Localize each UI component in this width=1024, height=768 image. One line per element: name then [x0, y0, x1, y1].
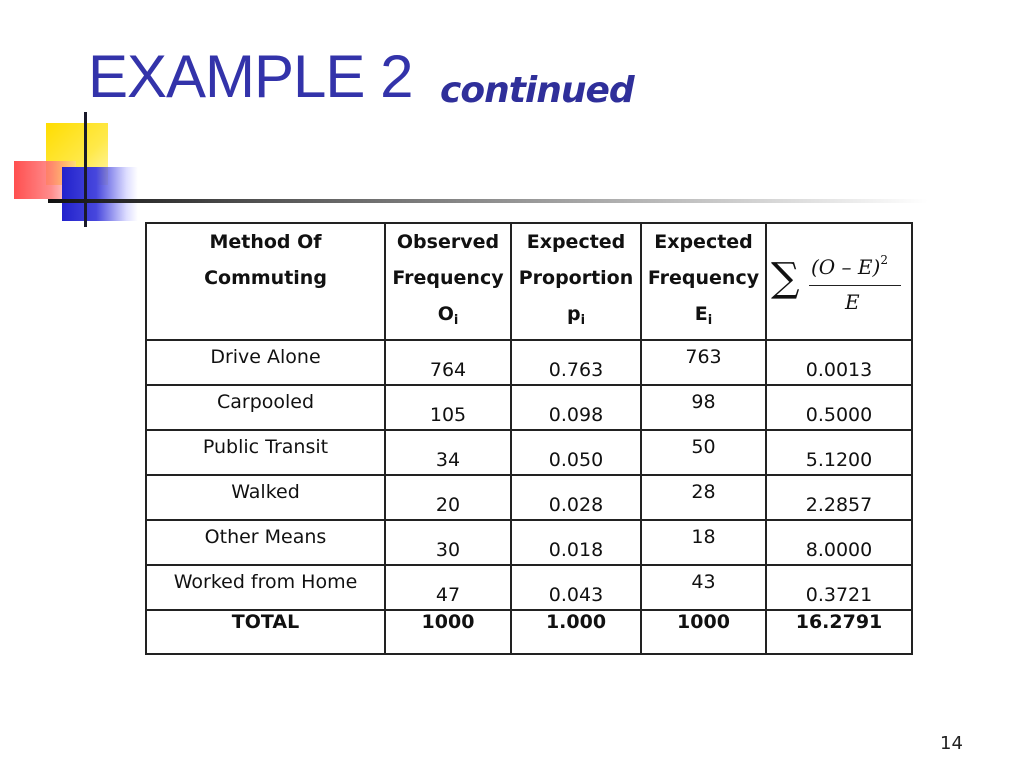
cell-observed	[385, 385, 511, 430]
cell-method	[146, 340, 385, 385]
cell-chi	[766, 475, 912, 520]
table-row	[146, 430, 912, 475]
cell-proportion	[511, 430, 641, 475]
cell-chi-value: 8.0000	[805, 539, 873, 561]
table-row	[146, 475, 912, 520]
cell-method-value: Drive Alone	[210, 346, 321, 368]
total-chi: 16.2791	[766, 610, 912, 654]
table-row	[146, 340, 912, 385]
cell-expected-value: 50	[691, 436, 716, 458]
cell-observed-value: 30	[435, 539, 461, 561]
page-number: 14	[940, 733, 963, 754]
cell-method-value: Public Transit	[202, 436, 329, 458]
cell-method-value: Worked from Home	[173, 571, 358, 593]
cell-expected	[641, 385, 766, 430]
cell-observed	[385, 430, 511, 475]
cell-chi	[766, 565, 912, 610]
cell-chi-value: 2.2857	[805, 494, 873, 516]
chi-square-table	[145, 222, 913, 655]
cell-proportion-value: 0.098	[548, 404, 604, 426]
cell-chi-value: 0.0013	[805, 359, 873, 381]
total-proportion: 1.000	[511, 610, 641, 654]
header-observed	[385, 223, 511, 340]
logo-vertical-line	[84, 112, 87, 227]
cell-observed	[385, 565, 511, 610]
cell-proportion-value: 0.050	[548, 449, 604, 471]
cell-expected-value: 98	[691, 391, 716, 413]
cell-observed	[385, 475, 511, 520]
cell-expected	[641, 430, 766, 475]
cell-chi-value: 0.5000	[805, 404, 873, 426]
cell-expected	[641, 340, 766, 385]
cell-expected	[641, 475, 766, 520]
cell-proportion	[511, 520, 641, 565]
cell-proportion-value: 0.028	[548, 494, 604, 516]
cell-method	[146, 565, 385, 610]
header-text: Expected	[526, 231, 626, 253]
cell-proportion	[511, 340, 641, 385]
header-expected	[641, 223, 766, 340]
cell-expected-value: 18	[691, 526, 716, 548]
cell-expected-value: 28	[691, 481, 716, 503]
total-label: TOTAL	[146, 610, 385, 654]
cell-proportion	[511, 385, 641, 430]
header-text: Frequency	[647, 267, 760, 289]
header-symbol: $E_i$	[694, 303, 713, 328]
formula-denominator: E	[845, 290, 860, 314]
cell-proportion-value: 0.043	[548, 584, 604, 606]
cell-method	[146, 385, 385, 430]
header-text: Proportion	[518, 267, 634, 289]
cell-observed-value: 20	[435, 494, 461, 516]
cell-expected	[641, 565, 766, 610]
cell-method-value: Other Means	[204, 526, 327, 548]
cell-proportion-value: 0.018	[548, 539, 604, 561]
cell-expected	[641, 520, 766, 565]
header-symbol: $O_i$	[437, 303, 459, 328]
cell-expected-value: 43	[691, 571, 716, 593]
header-method	[146, 223, 385, 340]
cell-proportion	[511, 565, 641, 610]
cell-chi	[766, 520, 912, 565]
cell-method	[146, 475, 385, 520]
table-row	[146, 565, 912, 610]
cell-observed	[385, 520, 511, 565]
table-body	[146, 340, 912, 610]
cell-chi-value: 5.1200	[805, 449, 873, 471]
slide-subtitle: continued	[440, 70, 634, 111]
cell-observed-value: 47	[435, 584, 461, 606]
cell-observed	[385, 340, 511, 385]
sigma-symbol: ∑	[771, 255, 800, 301]
cell-method-value: Carpooled	[216, 391, 315, 413]
cell-observed-value: 34	[435, 449, 461, 471]
cell-expected-value: 763	[685, 346, 722, 368]
total-observed: 1000	[385, 610, 511, 654]
header-text: Observed	[396, 231, 500, 253]
header-text: Frequency	[392, 267, 504, 289]
table-row	[146, 520, 912, 565]
fraction-bar	[809, 285, 901, 286]
cell-proportion-value: 0.763	[548, 359, 604, 381]
header-proportion	[511, 223, 641, 340]
logo-blue-block	[62, 167, 138, 221]
slide-title: EXAMPLE 2	[88, 43, 413, 110]
cell-chi	[766, 340, 912, 385]
header-text: Method Of	[209, 231, 322, 253]
cell-chi	[766, 385, 912, 430]
cell-chi-value: 0.3721	[805, 584, 873, 606]
chi-square-formula	[767, 224, 911, 334]
table-total-row	[146, 610, 912, 654]
table-row	[146, 385, 912, 430]
header-formula	[766, 223, 912, 340]
total-expected: 1000	[641, 610, 766, 654]
header-text: Expected	[654, 231, 753, 253]
header-symbol: $p_i$	[566, 303, 586, 328]
cell-proportion	[511, 475, 641, 520]
cell-observed-value: 105	[429, 404, 467, 426]
cell-method-value: Walked	[231, 481, 300, 503]
cell-method	[146, 430, 385, 475]
cell-method	[146, 520, 385, 565]
formula-numerator: (O – E)$^2$	[811, 253, 888, 279]
header-text: Commuting	[204, 267, 327, 289]
title-divider-line	[48, 199, 928, 203]
cell-observed-value: 764	[429, 359, 467, 381]
table-header-row	[146, 223, 912, 340]
cell-chi	[766, 430, 912, 475]
